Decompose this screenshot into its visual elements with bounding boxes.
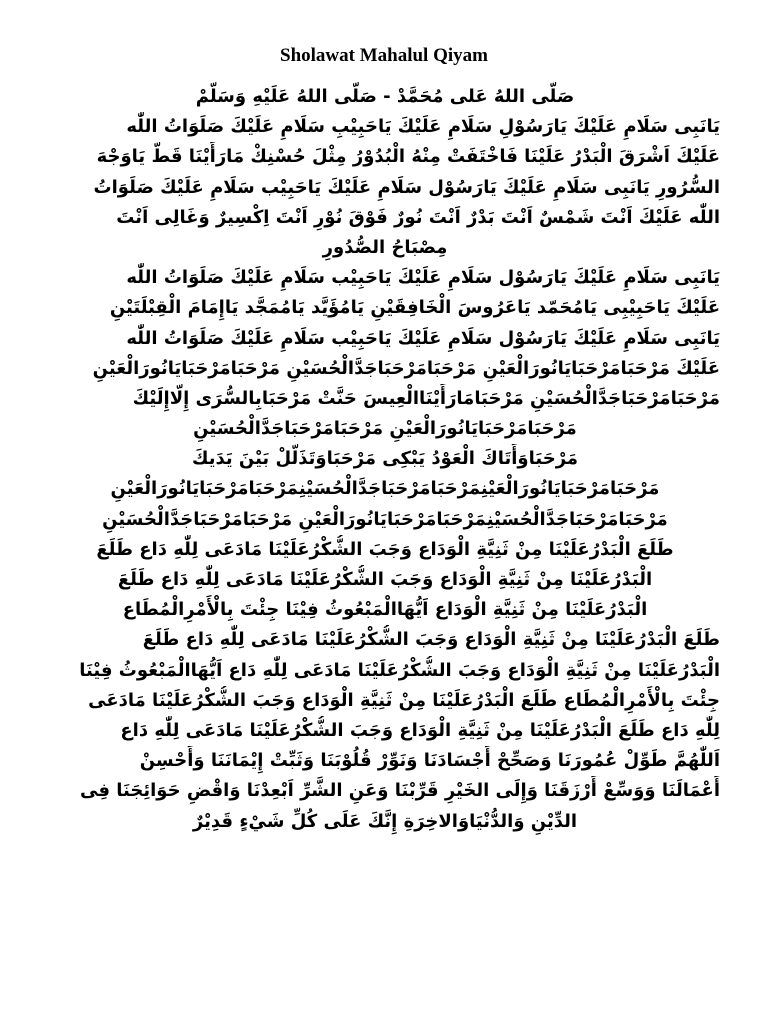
text-line: اَللّٰهُمَّ طَوِّلْ عُمُورَنَا وَصَحِّحْ أَجْسَادَنَا وَنَوِّرْ قُلُوْبَنَا وَثَبِّتْ إِيْمَانَنَا وَأَحْسِنْ — [139, 750, 720, 772]
text-line: السُّرُورِ يَانَبِى سَلَامِ عَلَيْكَ يَارَسُوْل سَلَامِ عَلَيْكَ يَاحَبِيْب سَلَامِ عَلَيْكَ صَلَوَاتُ — [93, 176, 720, 198]
text-line: عَلَيْكَ مَرْحَبَامَرْحَبَايَانُورَالْعَيْنِ مَرْحَبَامَرْحَبَاجَدَّالْحُسَيْنِ مَرْحَبَامَرْحَبَايَانُورَالْعَيْنِ — [92, 357, 720, 379]
text-line: الْبَدْرُعَلَيْنَا مِنْ ثَنِيَّةِ الْوَدَاع وَجَبَ الشُّكْرُعَلَيْنَا مَادَعَى لِلّٰهِ دَاع اَيُّهَاالْمَبْعُوثُ فِيْنَا — [79, 659, 720, 681]
text-line: عَلَيْكَ اَشْرَقَ الْبَدْرُ عَلَيْنَا فَاخْتَفَتْ مِنْهُ الْبُدُوْرُ مِثْلَ حُسْنِكْ مَارَأَيْنَا قَطٌّ يَاوَجْهَ — [96, 146, 720, 168]
text-line: الدِّيْنِ وَالدُّنْيَاوَالاخِرَةِ إِنَّكَ عَلَى كُلِّ شَيْءٍ قَدِيْرٌ — [192, 810, 578, 832]
text-line: الْبَدْرُعَلَيْنَا مِنْ ثَنِيَّةِ الْوَدَاع وَجَبَ الشُّكْرُعَلَيْنَا مَادَعَى لِلّٰهِ دَاع طَلَعَ — [117, 569, 653, 590]
text-line: مِصْبَاحُ الصُّدُورِ — [322, 236, 448, 258]
text-line: طَلَعَ الْبَدْرُعَلَيْنَا مِنْ ثَنِيَّةِ الْوَدَاع وَجَبَ الشُّكْرُعَلَيْنَا مَادَعَى لِلّٰهِ دَاع طَلَعَ — [142, 629, 720, 651]
text-line: صَلَّى اللهُ عَلى مُحَمَّدْ - صَلَّى اللهُ عَلَيْهِ وَسَلَّمْ — [195, 86, 575, 107]
text-line: مَرْحَبَامَرْحَبَاجَدَّالْحُسَيْنِ مَرْحَبَامَارَأَيْنَاالْعِيسَ حَنَّتْ مَرْحَبَابِالسُّرَى إِلَّاإِلَيْكَ — [132, 387, 720, 409]
text-line: جِئْتَ بِالْأَمْرِالْمُطَاع طَلَعَ الْبَدْرُعَلَيْنَا مِنْ ثَنِيَّةِ الْوَدَاع وَجَبَ الشُّكْرُعَلَيْنَا مَادَعَى — [88, 689, 720, 711]
text-line: لِلّٰهِ دَاع طَلَعَ الْبَدْرُعَلَيْنَا مِنْ ثَنِيَّةِ الْوَدَاع وَجَبَ الشُّكْرُعَلَيْنَا مَادَعَى لِلّٰهِ دَاع — [120, 719, 720, 741]
text-line: طَلَعَ الْبَدْرُعَلَيْنَا مِنْ ثَنِيَّةِ الْوَدَاع وَجَبَ الشُّكْرُعَلَيْنَا مَادَعَى لِلّٰهِ دَاع طَلَعَ — [96, 538, 674, 560]
text-line: يَانَبِى سَلَامِ عَلَيْكَ يَارَسُوْلِ سَلَامِ عَلَيْكَ يَاحَبِيْبِ سَلَامِ عَلَيْكَ صَلَوَاتُ اللّٰه — [126, 116, 720, 138]
sholawat-text — [50, 82, 720, 837]
text-line: يَانَبِى سَلَامِ عَلَيْكَ يَارَسُوْل سَلَامِ عَلَيْكَ يَاحَبِيْب سَلَامِ عَلَيْكَ صَلَوَاتُ اللّٰه — [126, 327, 720, 349]
text-line: الْبَدْرُعَلَيْنَا مِنْ ثَنِيَّةِ الْوَدَاع اَيُّهَاالْمَبْعُوثُ فِيْنَا جِئْتَ بِالْأَمْرِالْمُطَاع — [122, 599, 648, 621]
text-line: مَرْحَبَامَرْحَبَاجَدَّالْحُسَيْنِمَرْحَبَامَرْحَبَايَانُورَالْعَيْنِ مَرْحَبَامَرْحَبَاجَدَّالْحُسَيْنِ — [102, 508, 668, 530]
text-line: يَانَبِى سَلَامِ عَلَيْكَ يَارَسُوْل سَلَامِ عَلَيْكَ يَاحَبِيْب سَلَامِ عَلَيْكَ صَلَوَاتُ اللّٰه — [126, 267, 720, 289]
text-line: مَرْحَبَاوَأَتَاكَ الْعَوْدُ يَبْكِى مَرْحَبَاوَتَذَلَّلْ بَيْنَ يَدَيكَ — [191, 448, 579, 470]
text-line: عَلَيْكَ يَاحَبِيْبِى يَامُحَمّد يَاعَرُوسَ الْخَافِقَيْنِ يَامُؤَيَّد يَامُمَجَّد يَاإِمَامَ الْقِبْلَتَيْنِ — [109, 297, 720, 319]
text-line: مَرْحَبَامَرْحَبَايَانُورَالْعَيْنِ مَرْحَبَامَرْحَبَاجَدَّالْحُسَيْنِ — [193, 418, 577, 440]
text-line: مَرْحَبَامَرْحَبَايَانُورَالْعَيْنِمَرْحَبَامَرْحَبَاجَدَّالْحُسَيْنِمَرْحَبَامَرْحَبَايَانُورَالْعَيْنِ — [110, 478, 660, 500]
text-line: اللّٰه عَلَيْكَ اَنْتَ شَمْسٌ اَنْتَ بَدْرٌ اَنْتَ نُورٌ فَوْقَ نُوْرِ اَنْتَ اِكْسِيرٌ وَغَالِى اَنْتَ — [116, 206, 720, 228]
text-line: أَعْمَالَنَا وَوَسِّعْ أَرْزَقَنَا وَإِلَى الخَيْرِ قَرِّبْنَا وَعَنِ الشَّرِّ اَبْعِدْنَا وَاقْضِ حَوَائِجَنَا فِى — [80, 780, 720, 802]
page-title: Sholawat Mahalul Qiyam — [280, 45, 488, 66]
